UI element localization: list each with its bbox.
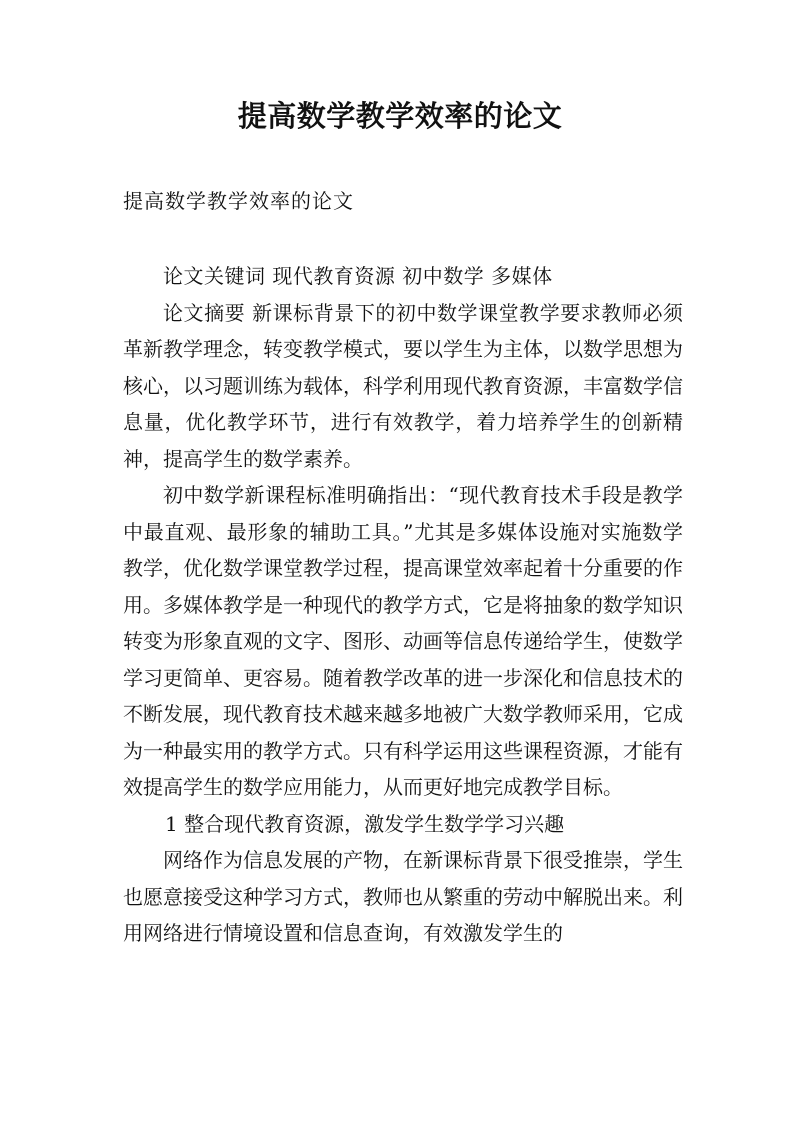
document-title: 提高数学教学效率的论文 xyxy=(237,99,563,133)
document-body xyxy=(123,258,683,952)
intro-paragraph: 初中数学新课程标准明确指出：“现代教育技术手段是教学中最直观、最形象的辅助工具。”尤其是多媒体设施对实施数学教学，优化数学课堂教学过程，提高课堂效率起着十分重要的作用。多媒体教学是一种现代的教学方式，它是将抽象的数学知识转变为形象直观的文字、图形、动画等信息传递给学生，使数学学习更简单、更容易。随着教学改革的进一步深化和信息技术的不断发展，现代教育技术越来越多地被广大数学教师采用，它成为一种最实用的教学方式。只有科学运用这些课程资源，才能有效提高学生的数学应用能力，从而更好地完成教学目标。 xyxy=(123,483,683,799)
section-paragraph: 网络作为信息发展的产物，在新课标背景下很受推崇，学生也愿意接受这种学习方式，教师也从繁重的劳动中解脱出来。利用网络进行情境设置和信息查询，有效激发学生的 xyxy=(123,848,683,945)
section-heading: 1 整合现代教育资源，激发学生数学学习兴趣 xyxy=(165,811,565,836)
document-subtitle: 提高数学教学效率的论文 xyxy=(123,189,354,213)
abstract-paragraph: 论文摘要 新课标背景下的初中数学课堂教学要求教师必须革新教学理念，转变教学模式，要以学生为主体，以数学思想为核心，以习题训练为载体，科学利用现代教育资源，丰富数学信息量，优化教学环节，进行有效教学，着力培养学生的创新精神，提高学生的数学素养。 xyxy=(123,300,683,471)
keywords-paragraph: 论文关键词 现代教育资源 初中数学 多媒体 xyxy=(163,264,553,288)
